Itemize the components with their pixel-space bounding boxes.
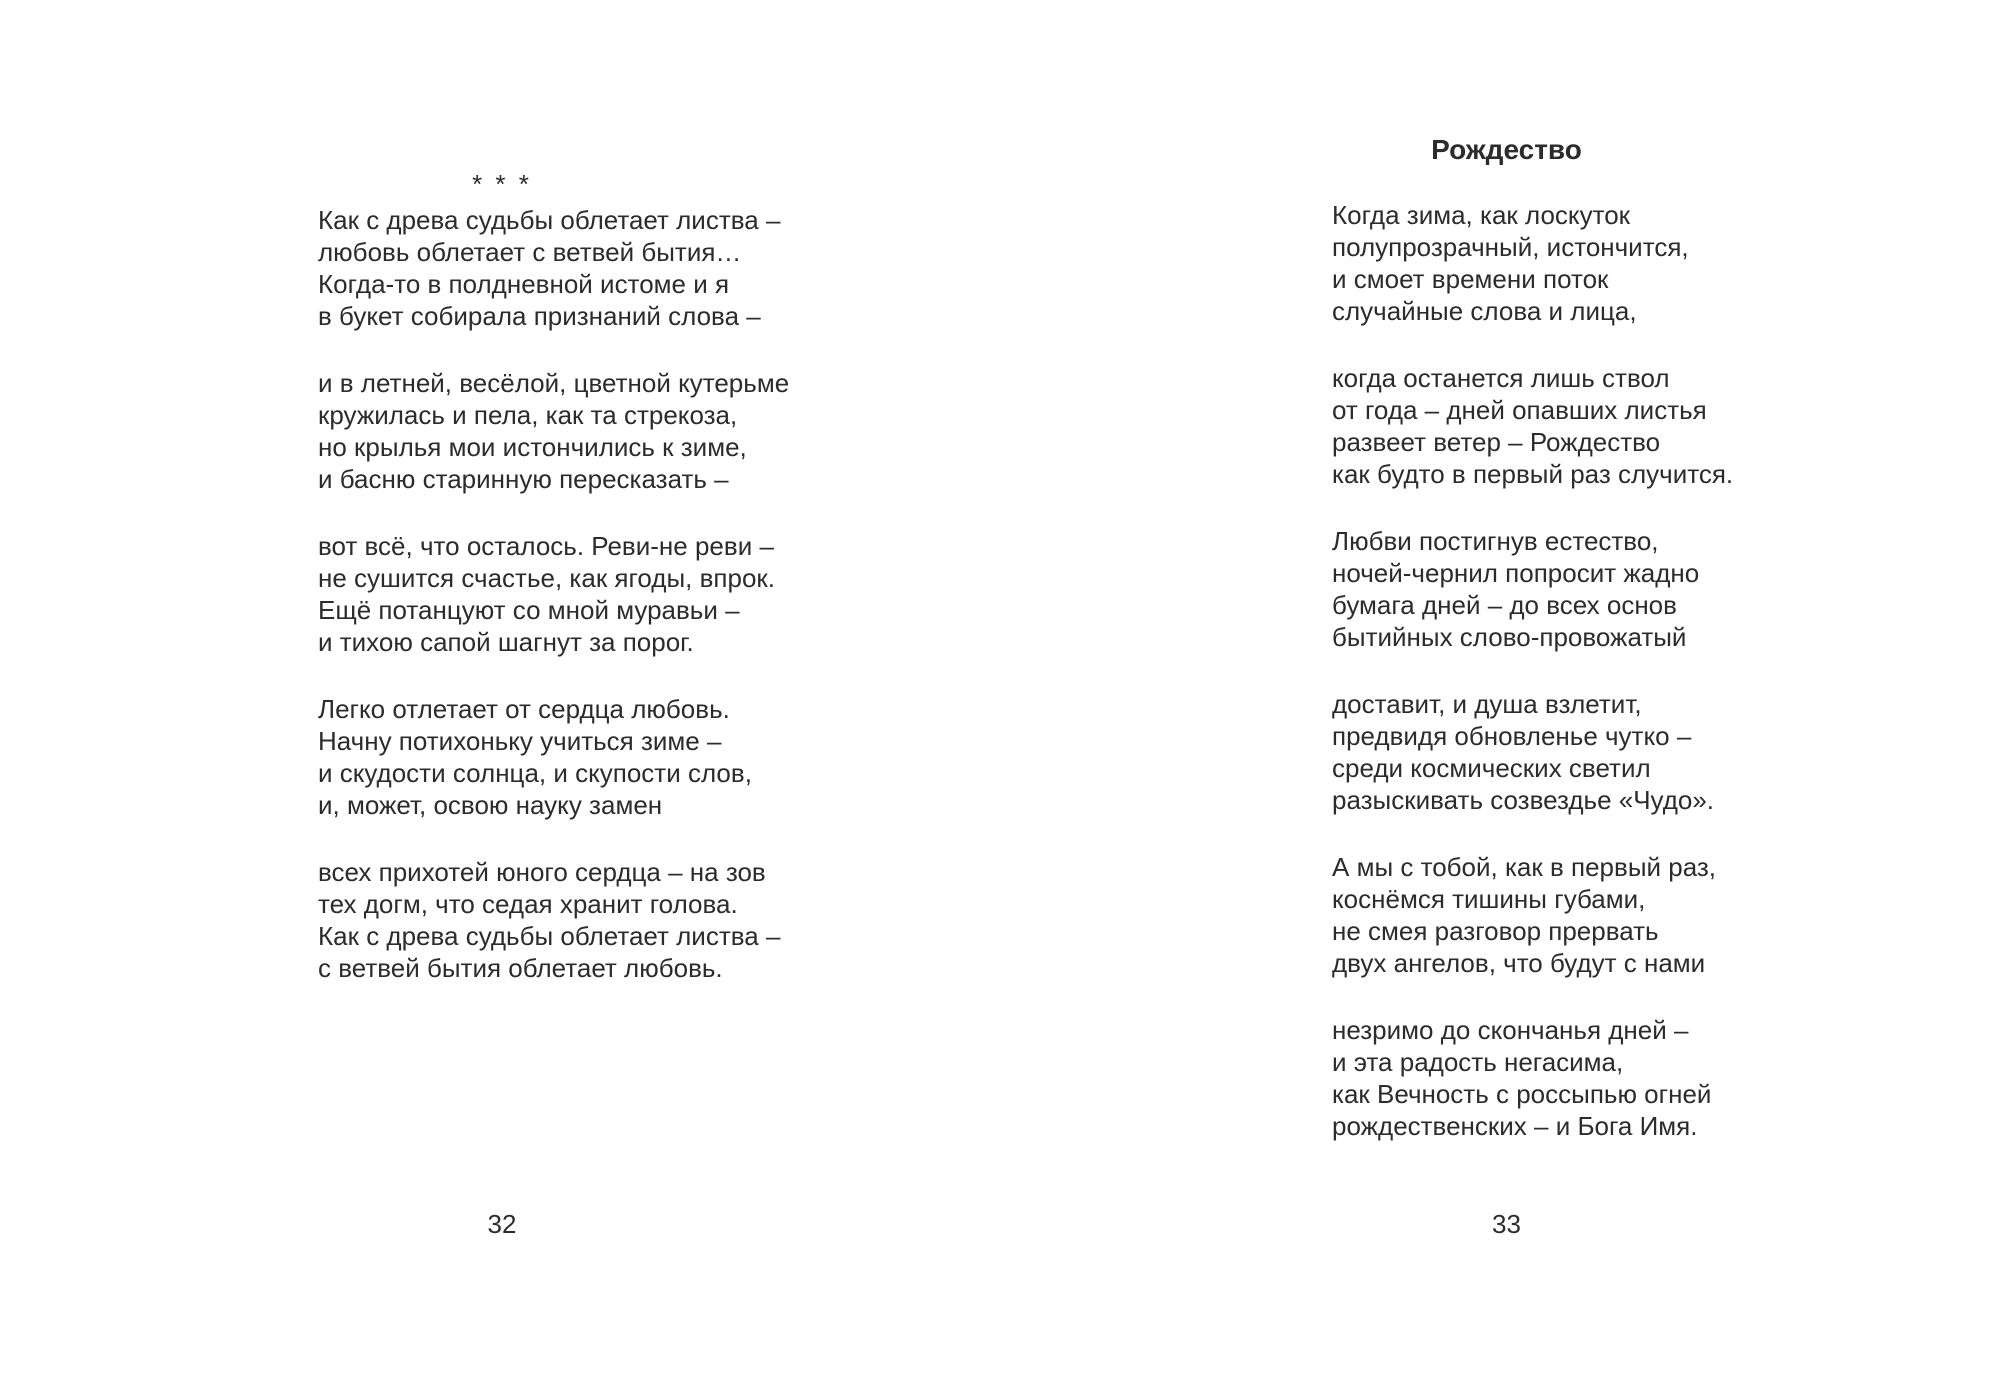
poem-line: среди космических светил [1332, 753, 1651, 783]
poem-line: развеет ветер – Рождество [1332, 427, 1661, 457]
poem-line: с ветвей бытия облетает любовь. [318, 953, 723, 983]
poem-stanza [318, 856, 789, 984]
poem-line: от года – дней опавших листья [1332, 395, 1707, 425]
poem-line: случайные слова и лица, [1332, 296, 1637, 326]
poem-title: Рождество [1431, 134, 1582, 165]
poem-line: А мы с тобой, как в первый раз, [1332, 852, 1717, 882]
page-number-left: 32 [487, 1209, 517, 1239]
poem-line: и басню старинную пересказать – [318, 464, 729, 494]
poem-left [318, 204, 789, 1019]
poem-line: любовь облетает с ветвей бытия… [318, 237, 742, 267]
poem-line: когда останется лишь ствол [1332, 363, 1670, 393]
poem-line: вот всё, что осталось. Реви-не реви – [318, 531, 774, 561]
poem-line: и тихою сапой шагнут за порог. [318, 627, 694, 657]
poem-line: не смея разговор прервать [1332, 916, 1659, 946]
poem-line: рождественских – и Бога Имя. [1332, 1111, 1698, 1141]
poem-line: и смоет времени поток [1332, 264, 1609, 294]
poem-stanza [318, 530, 789, 658]
poem-line: тех догм, что седая хранит голова. [318, 889, 738, 919]
page-right [1004, 0, 2009, 1386]
poem-line: Легко отлетает от сердца любовь. [318, 694, 730, 724]
poem-line: как будто в первый раз случится. [1332, 459, 1734, 489]
poem-separator-asterisks: * * * [472, 169, 532, 199]
poem-stanza [1332, 362, 1733, 490]
poem-line: Любви постигнув естество, [1332, 526, 1659, 556]
poem-line: незримо до скончанья дней – [1332, 1015, 1689, 1045]
poem-stanza [318, 367, 789, 495]
poem-line: как Вечность с россыпью огней [1332, 1079, 1712, 1109]
page-left [0, 0, 1004, 1386]
poem-line: Начну потихоньку учиться зиме – [318, 726, 722, 756]
poem-line: бытийных слово-провожатый [1332, 622, 1687, 652]
poem-stanza [1332, 688, 1733, 816]
poem-line: Как с древа судьбы облетает листва – [318, 921, 781, 951]
poem-line: предвидя обновленье чутко – [1332, 721, 1692, 751]
poem-line: ночей-чернил попросит жадно [1332, 558, 1700, 588]
page-number-right: 33 [1492, 1209, 1521, 1239]
poem-stanza [318, 204, 789, 332]
poem-line: кружилась и пела, как та стрекоза, [318, 400, 738, 430]
poem-line: и в летней, весёлой, цветной кутерьме [318, 368, 790, 398]
poem-line: в букет собирала признаний слова – [318, 301, 761, 331]
poem-line: Когда зима, как лоскуток [1332, 200, 1631, 230]
poem-line: всех прихотей юного сердца – на зов [318, 857, 766, 887]
poem-stanza [1332, 525, 1733, 653]
poem-line: бумага дней – до всех основ [1332, 590, 1677, 620]
poem-line: не сушится счастье, как ягоды, впрок. [318, 563, 776, 593]
poem-line: Ещё потанцуют со мной муравьи – [318, 595, 740, 625]
poem-line: полупрозрачный, истончится, [1332, 232, 1689, 262]
poem-line: двух ангелов, что будут с нами [1332, 948, 1706, 978]
poem-line: Как с древа судьбы облетает листва – [318, 205, 781, 235]
poem-line: но крылья мои истончились к зиме, [318, 432, 747, 462]
poem-stanza [1332, 199, 1733, 327]
poem-stanza [1332, 851, 1733, 979]
poem-line: и эта радость негасима, [1332, 1047, 1624, 1077]
poem-line: и скудости солнца, и скупости слов, [318, 758, 752, 788]
poem-line: разыскивать созвездье «Чудо». [1332, 785, 1715, 815]
poem-line: доставит, и душа взлетит, [1332, 689, 1642, 719]
poem-stanza [318, 693, 789, 821]
poem-stanza [1332, 1014, 1733, 1142]
poem-line: коснёмся тишины губами, [1332, 884, 1646, 914]
poem-line: и, может, освою науку замен [318, 790, 663, 820]
poem-line: Когда-то в полдневной истоме и я [318, 269, 730, 299]
poem-right [1332, 199, 1733, 1177]
